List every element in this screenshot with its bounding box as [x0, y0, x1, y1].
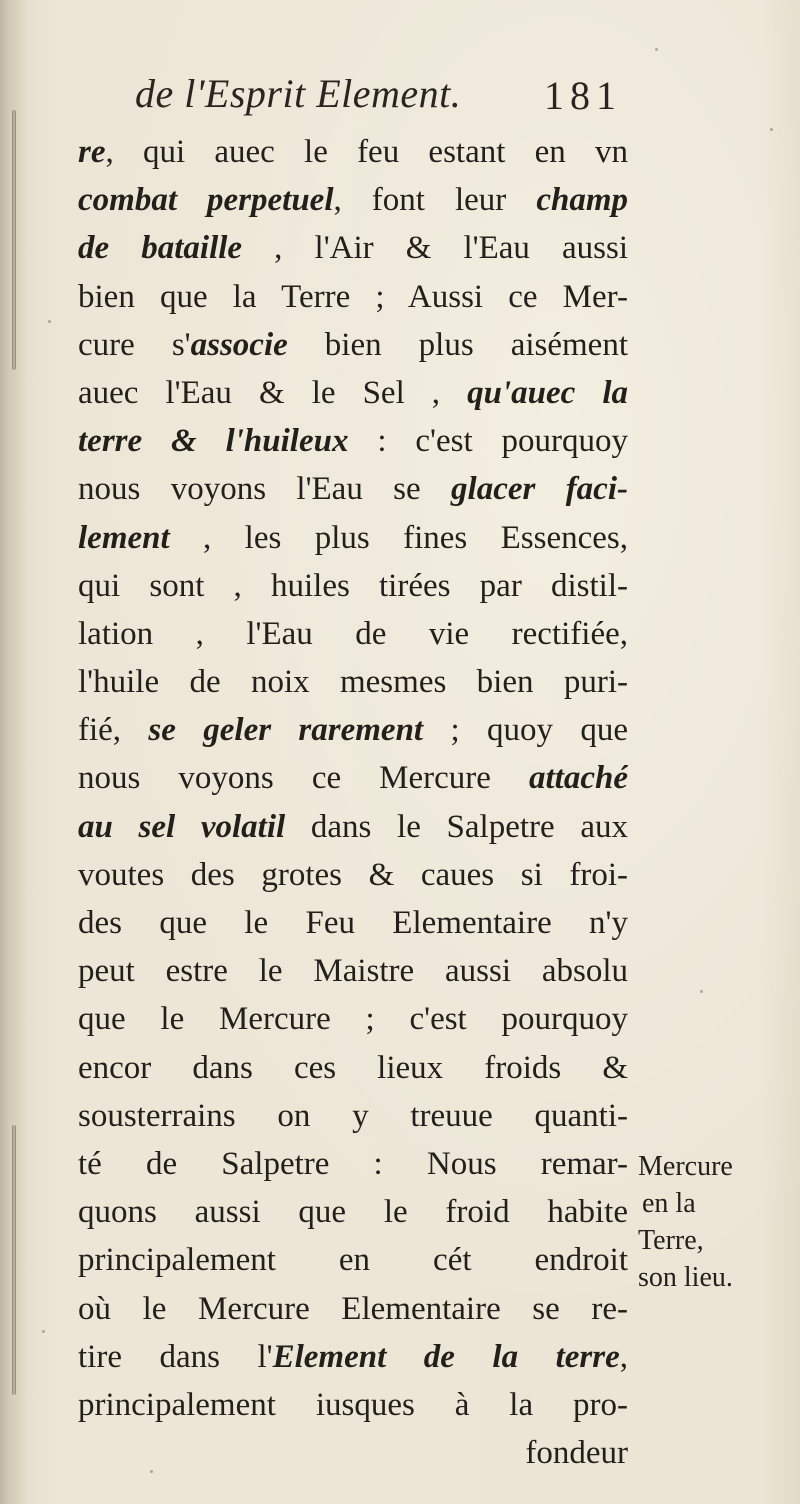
- italic-phrase: combat perpetuel: [78, 182, 334, 219]
- catchword: fondeur: [525, 1435, 628, 1472]
- text-run: fié,: [78, 712, 149, 749]
- italic-phrase: Element de la terre: [272, 1338, 620, 1375]
- text-line: [78, 1188, 628, 1236]
- marginal-note-line: Terre,: [638, 1225, 704, 1256]
- paper-speck: [48, 320, 51, 323]
- italic-phrase: de bataille: [78, 230, 243, 267]
- italic-phrase: qu'auec la: [467, 374, 628, 411]
- italic-phrase: lement: [78, 519, 170, 556]
- paper-speck: [150, 1470, 153, 1473]
- text-line: [78, 706, 628, 754]
- text-line: [78, 1333, 628, 1381]
- text-line: [78, 417, 628, 465]
- text-line: [78, 273, 628, 321]
- text-line: [78, 803, 628, 851]
- italic-phrase: associe: [190, 326, 288, 363]
- text-run: sousterrains on y treuue quanti-: [78, 1097, 628, 1134]
- running-head: de l'Esprit Element.: [135, 71, 462, 116]
- catchword-line: [78, 1429, 628, 1477]
- italic-phrase: re: [78, 134, 106, 170]
- text-line: [78, 176, 628, 224]
- text-run: , font leur: [333, 182, 537, 219]
- text-run: encor dans ces lieux froids &: [78, 1049, 628, 1086]
- marginal-note-line: Mercure: [638, 1151, 733, 1182]
- text-line: [78, 1044, 628, 1092]
- text-run: ; quoy que: [423, 712, 628, 749]
- text-run: bien que la Terre ; Aussi ce Mer-: [78, 278, 628, 315]
- text-run: peut estre le Maistre aussi absolu: [78, 953, 628, 990]
- text-line: [78, 851, 628, 899]
- main-text: [78, 128, 628, 1477]
- text-run: nous voyons ce Mercure: [78, 760, 530, 797]
- italic-phrase: se geler rarement: [148, 712, 424, 749]
- binding-thread: [12, 1125, 16, 1395]
- text-line: [78, 610, 628, 658]
- italic-phrase: terre & l'huileux: [78, 423, 349, 460]
- text-run: , qui auec le feu estant en vn: [105, 134, 628, 170]
- marginal-note-line: son lieu.: [638, 1262, 733, 1293]
- paper-speck: [700, 990, 703, 993]
- marginal-note-line: en la: [642, 1188, 696, 1219]
- text-line: [78, 562, 628, 610]
- text-line: [78, 321, 628, 369]
- text-line: [78, 1140, 628, 1188]
- text-line: [78, 465, 628, 513]
- text-run: l'huile de noix mesmes bien puri-: [78, 664, 628, 701]
- binding-thread: [12, 110, 16, 370]
- paper-speck: [770, 128, 773, 131]
- text-line: [78, 1381, 628, 1429]
- text-line: [78, 658, 628, 706]
- text-run: ,: [619, 1338, 628, 1375]
- italic-phrase: au sel volatil: [78, 808, 286, 845]
- text-run: que le Mercure ; c'est pourquoy: [78, 1001, 628, 1038]
- text-run: dans le Salpetre aux: [285, 808, 628, 845]
- text-run: principalement en cét endroit: [78, 1242, 628, 1279]
- text-run: où le Mercure Elementaire se re-: [78, 1290, 628, 1327]
- text-run: té de Salpetre : Nous remar-: [78, 1145, 628, 1182]
- text-run: qui sont , huiles tirées par distil-: [78, 567, 628, 604]
- text-run: cure s': [78, 326, 191, 363]
- text-run: bien plus aisément: [287, 326, 628, 363]
- text-line: [78, 128, 628, 176]
- text-line: [78, 369, 628, 417]
- text-run: , l'Air & l'Eau aussi: [242, 230, 628, 267]
- text-line: [78, 224, 628, 272]
- text-line: [78, 1092, 628, 1140]
- text-line: [78, 995, 628, 1043]
- page-header: [135, 66, 640, 130]
- text-run: auec l'Eau & le Sel ,: [78, 374, 468, 411]
- italic-phrase: attaché: [529, 760, 628, 797]
- text-run: nous voyons l'Eau se: [78, 471, 452, 508]
- text-run: tire dans l': [78, 1338, 273, 1375]
- page-number: 181: [544, 73, 622, 118]
- text-line: [78, 514, 628, 562]
- paper-speck: [42, 1330, 45, 1333]
- text-run: lation , l'Eau de vie rectifiée,: [78, 615, 628, 652]
- text-run: : c'est pourquoy: [348, 423, 628, 460]
- text-line: [78, 899, 628, 947]
- text-line: [78, 754, 628, 802]
- text-run: quons aussi que le froid habite: [78, 1194, 628, 1231]
- text-line: [78, 1236, 628, 1284]
- italic-phrase: glacer faci-: [451, 471, 628, 508]
- text-run: des que le Feu Elementaire n'y: [78, 905, 628, 941]
- marginal-note: [638, 1148, 788, 1296]
- text-run: voutes des grotes & caues si froi-: [78, 856, 628, 893]
- text-run: principalement iusques à la pro-: [78, 1386, 628, 1423]
- text-run: , les plus fines Essences,: [169, 519, 628, 556]
- text-line: [78, 1285, 628, 1333]
- paper-speck: [655, 48, 658, 51]
- text-line: [78, 947, 628, 995]
- italic-phrase: champ: [536, 182, 628, 219]
